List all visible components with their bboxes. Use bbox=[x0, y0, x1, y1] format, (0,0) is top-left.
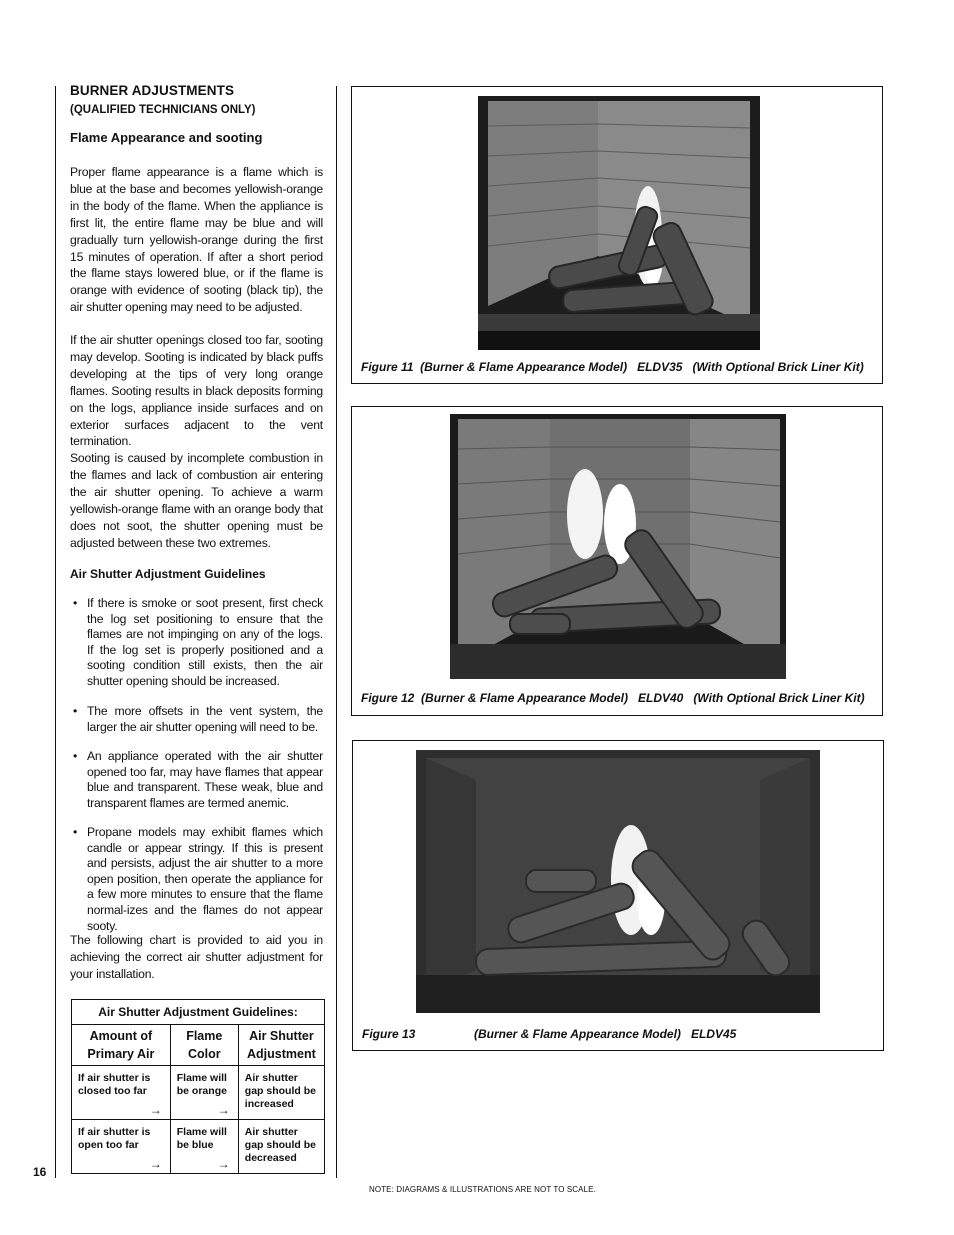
column-header: Amount of Primary Air bbox=[72, 1025, 170, 1066]
table-cell: If air shutter is closed too far → bbox=[72, 1066, 170, 1120]
air-shutter-chart bbox=[71, 999, 325, 1174]
chart-table bbox=[72, 1025, 324, 1173]
arrow-right-icon: → bbox=[217, 1157, 230, 1171]
arrow-right-icon: → bbox=[149, 1103, 162, 1117]
figure-13-caption-detail: (Burner & Flame Appearance Model) ELDV45 bbox=[474, 1027, 737, 1041]
column-divider-rule bbox=[336, 86, 337, 1178]
table-row bbox=[72, 1120, 324, 1174]
fireplace-photo-icon bbox=[416, 750, 820, 1013]
table-header-row bbox=[72, 1025, 324, 1066]
guidelines-list bbox=[70, 825, 323, 934]
fireplace-photo-standard bbox=[416, 750, 820, 1013]
list-item: • If there is smoke or soot present, first check the log set positioning to ensure that the flames are not impinging on any of the logs. If the log set is properly positioned and a sooting condition still exists, then the air shutter opening should be increased. bbox=[73, 596, 323, 688]
list-item: • Propane models may exhibit flames which candle or appear stringy. If this is present and persists, adjust the air shutter to a more open position, then operate the appliance for a few more minutes to ensure that the flame normal-izes and the flames do not appear sooty. bbox=[73, 825, 323, 933]
table-cell: If air shutter is open too far → bbox=[72, 1120, 170, 1174]
fireplace-photo-brick-liner bbox=[478, 96, 760, 350]
table-cell: Air shutter gap should be increased bbox=[238, 1066, 324, 1120]
guidelines-list bbox=[70, 596, 323, 690]
fireplace-photo-icon bbox=[450, 414, 786, 679]
page-number: 16 bbox=[33, 1165, 47, 1179]
paragraph-chart-intro: The following chart is provided to aid you in achieving the correct air shutter adjustment for your installation. bbox=[70, 933, 323, 981]
page-subtitle: (QUALIFIED TECHNICIANS ONLY) bbox=[70, 104, 256, 116]
figure-11-caption: Figure 11 (Burner & Flame Appearance Model) ELDV35 (With Optional Brick Liner Kit) bbox=[361, 360, 864, 374]
guidelines-list bbox=[70, 749, 323, 811]
list-item: • The more offsets in the vent system, the larger the air shutter opening will need to be. bbox=[73, 704, 323, 734]
paragraph-sooting-develop: If the air shutter openings closed too far, sooting may develop. Sooting is indicated by black puffs developing at the tips of very long orange flames. Sooting results in black deposits forming on the logs, appliance inside surfaces and on exterior surfaces adjacent to the vent termination. bbox=[70, 333, 323, 449]
fireplace-photo-brick-liner bbox=[450, 414, 786, 679]
figure-13-caption: Figure 13 bbox=[362, 1027, 416, 1041]
paragraph-flame-appearance: Proper flame appearance is a flame which is blue at the base and becomes yellowish-orange in the body of the flame. When the appliance is first lit, the entire flame may be blue and will gradually turn yellowish-orange during the first 15 minutes of operation. If after a short period the flame stays lowered blue, or if the flame is orange with evidence of sooting (black tip), the air shutter opening may need to be adjusted. bbox=[70, 165, 323, 315]
section-heading: Flame Appearance and sooting bbox=[70, 130, 263, 145]
column-header: Air Shutter Adjustment bbox=[238, 1025, 324, 1066]
guidelines-heading: Air Shutter Adjustment Guidelines bbox=[70, 567, 266, 581]
left-margin-rule bbox=[55, 86, 56, 1178]
arrow-right-icon: → bbox=[217, 1103, 230, 1117]
table-cell: Air shutter gap should be decreased bbox=[244, 1126, 316, 1164]
fireplace-photo-icon bbox=[478, 96, 760, 350]
table-cell: Flame will be blue → bbox=[170, 1120, 238, 1174]
table-cell: Flame will be orange → bbox=[170, 1066, 238, 1120]
footer-note: NOTE: DIAGRAMS & ILLUSTRATIONS ARE NOT TO SCALE. bbox=[369, 1185, 596, 1194]
page-title: BURNER ADJUSTMENTS bbox=[70, 83, 235, 98]
figure-12-caption: Figure 12 (Burner & Flame Appearance Model) ELDV40 (With Optional Brick Liner Kit) bbox=[361, 691, 865, 705]
column-header: Flame Color bbox=[170, 1025, 238, 1066]
table-row bbox=[72, 1066, 324, 1120]
guidelines-list bbox=[70, 704, 323, 735]
list-item: • An appliance operated with the air shutter opened too far, may have flames that appear blue and transparent. These weak, blue and transparent flames are termed anemic. bbox=[73, 749, 323, 810]
chart-title: Air Shutter Adjustment Guidelines: bbox=[72, 1000, 324, 1025]
arrow-right-icon: → bbox=[149, 1157, 162, 1171]
paragraph-sooting-cause: Sooting is caused by incomplete combustion in the flames and lack of combustion air entering the air shutter opening. To achieve a warm yellowish-orange flame with an orange body that does not soot, the shutter opening must be adjusted between these two extremes. bbox=[70, 451, 323, 550]
